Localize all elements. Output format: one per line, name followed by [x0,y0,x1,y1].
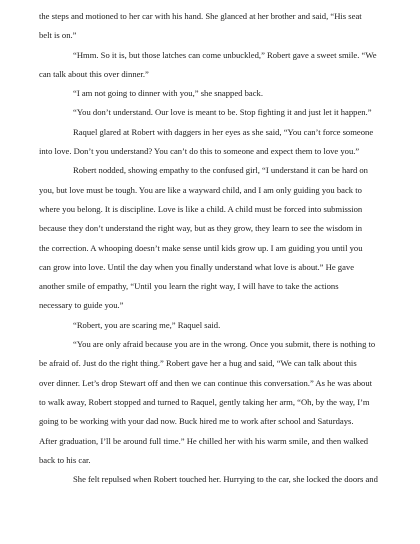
text-line: back to his car. [39,454,91,465]
text-line: the correction. A whooping doesn’t make sense until kids grow up. I am guiding you until you [39,242,363,253]
text-line: necessary to guide you.” [39,300,124,311]
text-line: you, but love must be tough. You are like a wayward child, and I am only guiding you back to [39,184,362,195]
paragraph-first-line: “Robert, you are scaring me,” Raquel said. [73,319,221,330]
text-line: After graduation, I’ll be around full time.” He chilled her with his warm smile, and then walked [39,435,369,446]
paragraph-first-line: She felt repulsed when Robert touched her. Hurrying to the car, she locked the doors and [73,474,378,485]
paragraph-first-line: Raquel glared at Robert with daggers in her eyes as she said, “You can’t force someone [73,126,374,137]
text-line: the steps and motioned to her car with his hand. She glanced at her brother and said, “His seat [39,11,362,21]
paragraph-first-line: “You are only afraid because you are in the wrong. Once you submit, there is nothing to [73,339,376,350]
text-line: into love. Don’t you understand? You can’t do this to someone and expect them to love you.” [39,146,360,157]
paragraph-first-line: “Hmm. So it is, but those latches can come unbuckled,” Robert gave a sweet smile. “We [73,49,377,60]
text-line: over dinner. Let’s drop Stewart off and then we can continue this conversation.” As he was about [39,377,372,388]
text-line: can talk about this over dinner.” [39,68,149,79]
text-line: belt is on.” [39,30,77,41]
text-line: going to be working with your dad now. Buck hired me to work after school and Saturdays. [39,416,354,427]
text-line: where you belong. It is discipline. Love is like a child. A child must be forced into submission [39,203,363,214]
text-line: because they don’t understand the right way, but as they grow, they learn to see the wisdom in [39,223,363,234]
text-line: can grow into love. Until the day when you finally understand what love is about.” He gave [39,261,355,272]
text-line: be afraid of. Just do the right thing.” Robert gave her a hug and said, “We can talk about this [39,358,357,369]
paragraph-first-line: Robert nodded, showing empathy to the confused girl, “I understand it can be hard on [73,165,368,176]
page-text [39,0,382,489]
text-line: to walk away, Robert stopped and turned to Raquel, gently taking her arm, “Oh, by the way, I’m [39,396,370,407]
text-line: another smile of empathy, “Until you learn the right way, I will have to take the actions [39,281,339,292]
paragraph-first-line: “I am not going to dinner with you,” she snapped back. [73,88,263,99]
paragraph-first-line: “You don’t understand. Our love is meant to be. Stop fighting it and just let it happen.” [73,107,372,118]
